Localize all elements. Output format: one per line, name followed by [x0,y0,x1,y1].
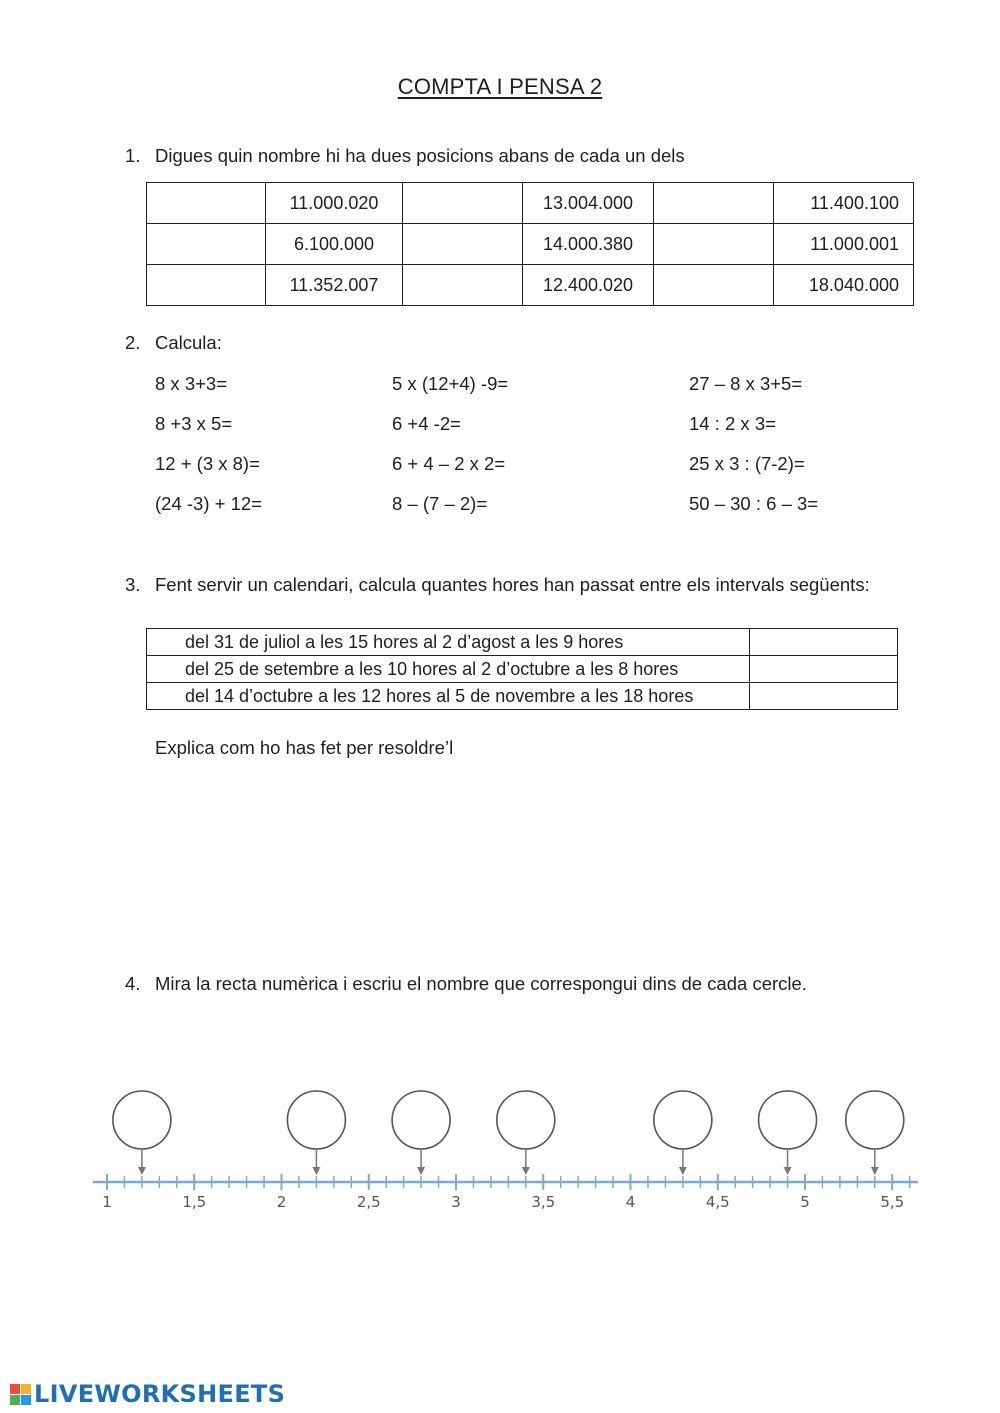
question-number: 4. [125,973,141,994]
tick-label: 3,5 [531,1193,556,1211]
answer-cell[interactable] [147,183,266,224]
answer-cell[interactable] [750,683,898,710]
question-number: 3. [125,574,141,595]
arrow-head [871,1167,879,1175]
arrow-head [522,1167,530,1175]
number-cell: 11.000.001 [774,224,914,265]
answer-circle [846,1091,904,1149]
calc-expression: 6 +4 -2= [392,413,461,434]
number-cell: 6.100.000 [266,224,403,265]
answer-cell[interactable] [147,265,266,306]
number-cell: 12.400.020 [523,265,654,306]
answer-cell[interactable] [403,265,523,306]
explain-prompt: Explica com ho has fet per resoldre’l [155,737,454,758]
calc-expression: 50 – 30 : 6 – 3= [689,493,819,514]
calc-expression: 8 x 3+3= [155,373,228,394]
arrow-head [138,1167,146,1175]
calc-expression: 14 : 2 x 3= [689,413,776,434]
tick-label: 5 [800,1193,810,1211]
answer-cell[interactable] [654,183,774,224]
answer-circle [497,1091,555,1149]
table-row [147,265,914,306]
answer-circle [392,1091,450,1149]
tick-label: 2,5 [356,1193,381,1211]
table-row [147,183,914,224]
question-text: Fent servir un calendari, calcula quantes hores han passat entre els intervals següents: [155,574,870,595]
table-row [147,656,898,683]
question-number: 2. [125,332,141,353]
calc-expression: 25 x 3 : (7-2)= [689,453,805,474]
answer-cell[interactable] [403,183,523,224]
calc-expression: 27 – 8 x 3+5= [689,373,803,394]
calc-expression: 5 x (12+4) -9= [392,373,509,394]
answer-cell[interactable] [750,656,898,683]
table-row [147,629,898,656]
answer-cell[interactable] [654,265,774,306]
interval-text: del 25 de setembre a les 10 hores al 2 d’octubre a les 8 hores [147,656,750,683]
interval-text: del 31 de juliol a les 15 hores al 2 d’agost a les 9 hores [147,629,750,656]
question-1 [125,145,685,167]
arrow-head [784,1167,792,1175]
question-text: Mira la recta numèrica i escriu el nombre que correspongui dins de cada cercle. [155,973,807,994]
calc-expression: 6 + 4 – 2 x 2= [392,453,506,474]
calc-expression: 8 +3 x 5= [155,413,233,434]
arrow-head [417,1167,425,1175]
footer-logo [10,1380,285,1408]
page-title: COMPTA I PENSA 2 [397,74,603,99]
tick-label: 4 [625,1193,636,1211]
interval-text: del 14 d’octubre a les 12 hores al 5 de novembre a les 18 hores [147,683,750,710]
tick-label: 3 [451,1193,461,1211]
answer-cell[interactable] [654,224,774,265]
tick-label: 5,5 [880,1193,905,1211]
logo-square [21,1384,31,1394]
tick-label: 2 [276,1193,287,1211]
logo-icon [10,1384,31,1405]
calc-expression: (24 -3) + 12= [155,493,262,514]
number-cell: 11.000.020 [266,183,403,224]
calc-expression: 8 – (7 – 2)= [392,493,488,514]
number-cell: 11.400.100 [774,183,914,224]
arrow-head [312,1167,320,1175]
number-cell: 18.040.000 [774,265,914,306]
tick-label: 4,5 [705,1193,730,1211]
number-cell: 13.004.000 [523,183,654,224]
table-row [147,224,914,265]
question-text: Calcula: [155,332,222,353]
answer-circle [113,1091,171,1149]
question-3 [125,574,870,596]
logo-square [10,1395,20,1405]
intervals-table [146,628,898,710]
answer-circle [654,1091,712,1149]
question-4 [125,973,807,995]
number-cell: 14.000.380 [523,224,654,265]
arrow-head [679,1167,687,1175]
answer-circle [759,1091,817,1149]
answer-circle [287,1091,345,1149]
question-2 [125,332,222,354]
question-number: 1. [125,145,141,166]
logo-square [10,1384,20,1394]
tick-label: 1 [102,1193,112,1211]
number-cell: 11.352.007 [266,265,403,306]
number-line [0,1075,1000,1225]
answer-cell[interactable] [147,224,266,265]
numbers-table [146,182,914,306]
brand-name: LIVEWORKSHEETS [34,1380,286,1408]
calc-expression: 12 + (3 x 8)= [155,453,260,474]
logo-square [21,1395,31,1405]
answer-cell[interactable] [750,629,898,656]
question-text: Digues quin nombre hi ha dues posicions abans de cada un dels [155,145,685,166]
table-row [147,683,898,710]
answer-cell[interactable] [403,224,523,265]
tick-label: 1,5 [182,1193,207,1211]
